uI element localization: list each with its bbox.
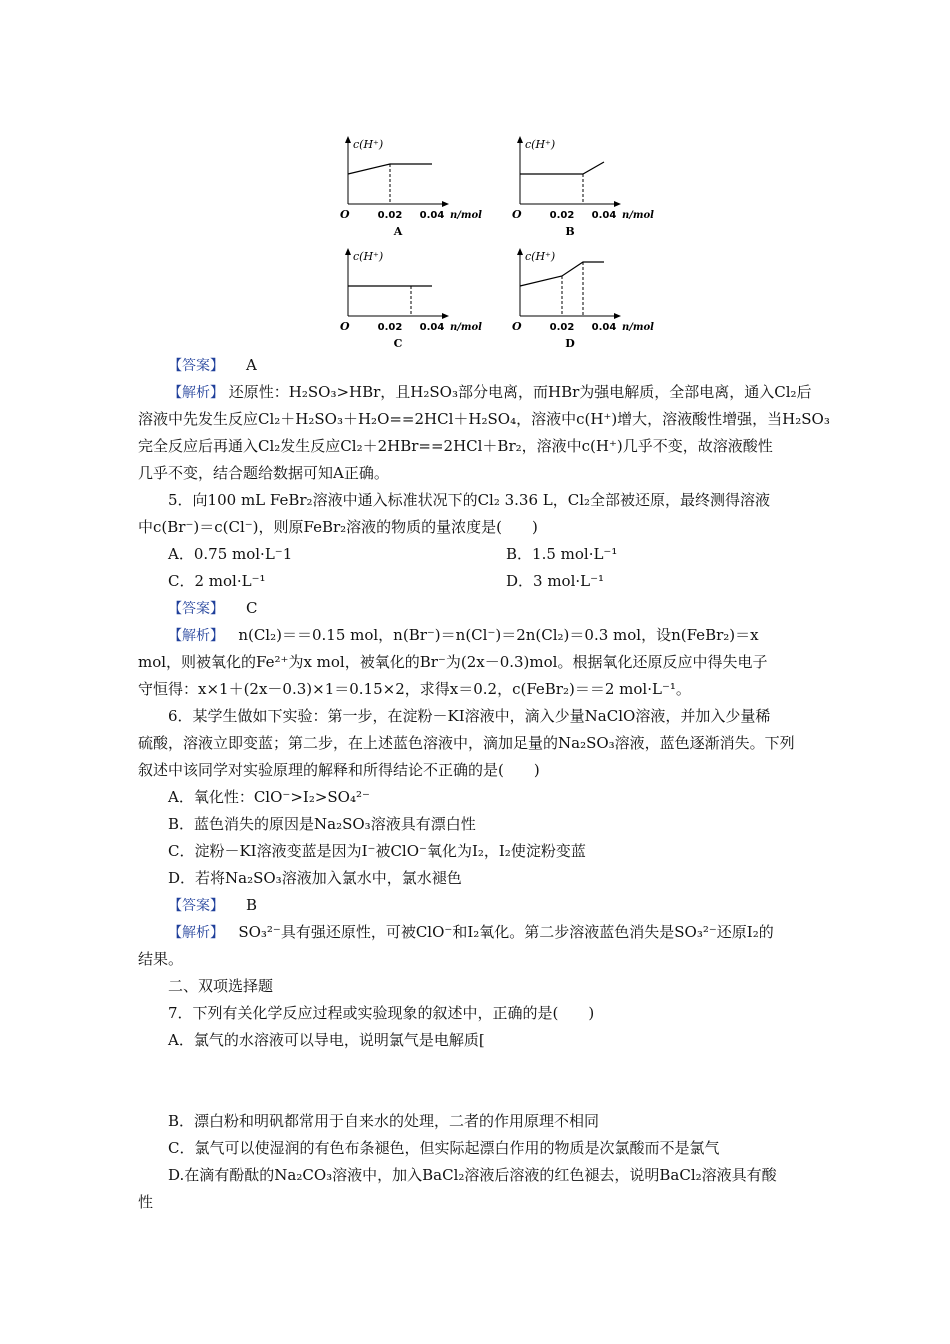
origin-label: O [512, 208, 522, 221]
y-axis-arrow [517, 136, 523, 143]
q5-option-d: D．3 mol·L⁻¹ [506, 572, 605, 590]
answer-tag: 【答案】 [168, 601, 224, 617]
analysis-tag: 【解析】 [168, 925, 224, 941]
x-axis-arrow [614, 313, 621, 319]
q6-stem-line-1: 6．某学生做如下实验：第一步，在淀粉－KI溶液中，滴入少量NaClO溶液，并加入少量稀 [168, 707, 771, 725]
panel-label: C [393, 337, 403, 350]
x-axis-arrow [442, 201, 449, 207]
x-axis-label: n/mol [450, 322, 482, 333]
q5-analysis-line-3: 守恒得：x×1＋(2x－0.3)×1＝0.15×2，求得x＝0.2，c(FeBr₂)＝＝2 mol·L⁻¹。 [138, 680, 691, 698]
q4-analysis-line-1 [138, 379, 818, 406]
q6-option-d: D．若将Na₂SO₃溶液加入氯水中，氯水褪色 [168, 869, 462, 887]
q6-option-a: A．氧化性：ClO⁻>I₂>SO₄²⁻ [168, 788, 370, 806]
q5-options-row-2 [138, 568, 818, 595]
panel-label: A [393, 225, 403, 238]
y-axis-arrow [345, 136, 351, 143]
x-tick-label: 0.02 [549, 210, 575, 221]
x-axis-label: n/mol [622, 210, 654, 221]
q5-analysis-text-1: n(Cl₂)＝＝0.15 mol，n(Br⁻)＝n(Cl⁻)＝2n(Cl₂)＝0.3 mol，设n(FeBr₂)＝x [238, 626, 759, 644]
q6-answer-line [138, 892, 818, 919]
y-axis-label: c(H⁺) [353, 138, 384, 151]
q5-option-b: B．1.5 mol·L⁻¹ [506, 545, 618, 563]
q4-analysis-text-1: 还原性：H₂SO₃>HBr，且H₂SO₃部分电离，而HBr为强电解质，全部电离，通入Cl₂后 [228, 383, 812, 401]
y-axis-label: c(H⁺) [353, 250, 384, 263]
q7-option-c: C．氯气可以使湿润的有色布条褪色，但实际起漂白作用的物质是次氯酸而不是氯气 [168, 1139, 720, 1157]
x-tick-label: 0.02 [549, 322, 575, 333]
origin-label: O [340, 320, 350, 333]
q6-analysis-line-2: 结果。 [138, 950, 184, 968]
x-tick-label: 0.04 [591, 210, 617, 221]
x-axis-label: n/mol [450, 210, 482, 221]
graph-figure [338, 128, 668, 350]
q7-option-b: B．漂白粉和明矾都常用于自来水的处理，二者的作用原理不相同 [168, 1112, 600, 1130]
y-axis-label: c(H⁺) [525, 138, 556, 151]
x-tick-label: 0.04 [591, 322, 617, 333]
x-axis-label: n/mol [622, 322, 654, 333]
x-axis-arrow [614, 201, 621, 207]
x-tick-label: 0.04 [419, 210, 445, 221]
x-tick-label: 0.02 [377, 322, 403, 333]
panel-label: B [565, 225, 575, 238]
origin-label: O [340, 208, 350, 221]
q4-analysis-line-2: 溶液中先发生反应Cl₂＋H₂SO₃＋H₂O==2HCl＋H₂SO₄，溶液中c(H⁺)增大，溶液酸性增强，当H₂SO₃ [138, 410, 830, 428]
q5-option-a: A．0.75 mol·L⁻1 [168, 545, 293, 563]
q7-stem: 7．下列有关化学反应过程或实验现象的叙述中，正确的是( ) [168, 1004, 595, 1022]
q6-stem-line-3: 叙述中该同学对实验原理的解释和所得结论不正确的是( ) [138, 761, 540, 779]
q6-option-c: C．淀粉－KI溶液变蓝是因为I⁻被ClO⁻氧化为I₂，I₂使淀粉变蓝 [168, 842, 586, 860]
q6-stem-line-2: 硫酸，溶液立即变蓝；第二步，在上述蓝色溶液中，滴加足量的Na₂SO₃溶液，蓝色逐渐消失。下列 [138, 734, 795, 752]
analysis-tag: 【解析】 [168, 628, 224, 644]
q5-answer: C [246, 599, 258, 617]
data-line [520, 162, 604, 174]
graph-svg [338, 128, 668, 350]
q7-option-d-line-1: D.在滴有酚酞的Na₂CO₃溶液中，加入BaCl₂溶液后溶液的红色褪去，说明BaCl₂溶液具有酸 [168, 1166, 777, 1184]
answer-tag: 【答案】 [168, 358, 224, 374]
answer-tag: 【答案】 [168, 898, 224, 914]
q5-stem-line-2: 中c(Br⁻)＝c(Cl⁻)，则原FeBr₂溶液的物质的量浓度是( ) [138, 518, 538, 536]
q4-answer-line [138, 352, 818, 379]
y-axis-arrow [345, 248, 351, 255]
q7-option-a: A．氯气的水溶液可以导电，说明氯气是电解质[ [168, 1031, 485, 1049]
q5-answer-line [138, 595, 818, 622]
q6-analysis-line-1 [138, 919, 818, 946]
origin-label: O [512, 320, 522, 333]
y-axis-arrow [517, 248, 523, 255]
q5-analysis-line-1 [138, 622, 818, 649]
q4-analysis-line-4: 几乎不变，结合题给数据可知A正确。 [138, 464, 389, 482]
document-body [138, 352, 830, 1216]
blank-gap [138, 1054, 818, 1108]
q5-options-row-1 [138, 541, 818, 568]
q5-analysis-line-2: mol，则被氧化的Fe²⁺为x mol，被氧化的Br⁻为(2x－0.3)mol。根据氧化还原反应中得失电子 [138, 653, 768, 671]
x-tick-label: 0.02 [377, 210, 403, 221]
q6-answer: B [246, 896, 258, 914]
q5-option-c: C．2 mol·L⁻¹ [168, 572, 266, 590]
y-axis-label: c(H⁺) [525, 250, 556, 263]
section-heading: 二、双项选择题 [168, 977, 274, 995]
q5-stem-line-1: 5．向100 mL FeBr₂溶液中通入标准状况下的Cl₂ 3.36 L，Cl₂全部被还原，最终测得溶液 [168, 491, 771, 509]
q4-answer: A [246, 356, 257, 374]
x-axis-arrow [442, 313, 449, 319]
q6-option-b: B．蓝色消失的原因是Na₂SO₃溶液具有漂白性 [168, 815, 476, 833]
panel-label: D [565, 337, 575, 350]
x-tick-label: 0.04 [419, 322, 445, 333]
analysis-tag: 【解析】 [168, 385, 224, 401]
q4-analysis-line-3: 完全反应后再通入Cl₂发生反应Cl₂＋2HBr==2HCl＋Br₂，溶液中c(H⁺)几乎不变，故溶液酸性 [138, 437, 773, 455]
q7-option-d-line-2: 性 [138, 1193, 154, 1211]
q6-analysis-text-1: SO₃²⁻具有强还原性，可被ClO⁻和I₂氧化。第二步溶液蓝色消失是SO₃²⁻还原I₂的 [238, 923, 774, 941]
